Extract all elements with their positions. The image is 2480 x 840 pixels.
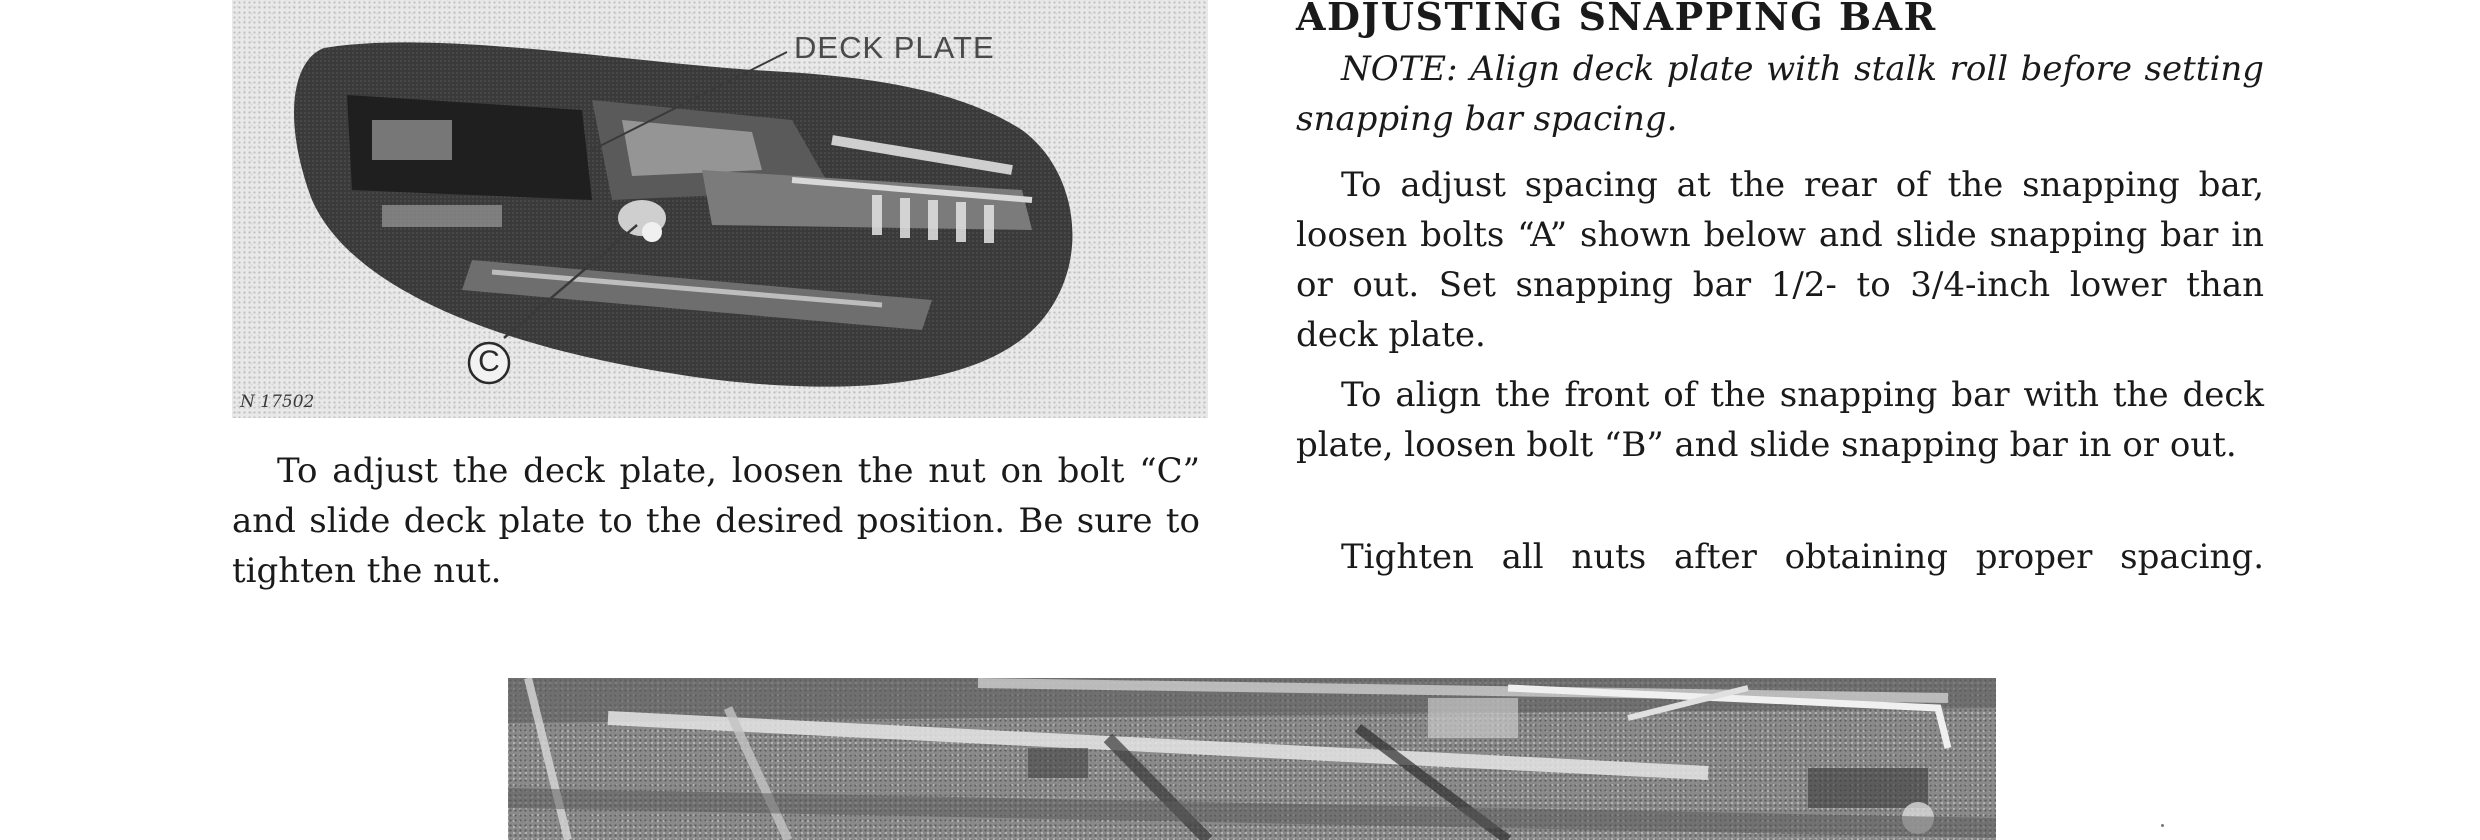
snapping-bar-photo — [508, 678, 1996, 840]
deck-plate-callout: DECK PLATE — [794, 30, 995, 65]
note-paragraph: NOTE: Align deck plate with stalk roll before setting snapping bar spacing. — [1296, 49, 2264, 139]
deck-plate-photo — [232, 0, 1208, 418]
section-heading: ADJUSTING SNAPPING BAR — [1296, 0, 1937, 39]
front-alignment-paragraph: To align the front of the snapping bar with the deck plate, loosen bolt “B” and slide snapping bar in or out. — [1296, 375, 2264, 465]
bolt-c-callout: C — [478, 345, 500, 378]
rear-spacing-paragraph: To adjust spacing at the rear of the snapping bar, loosen bolts “A” shown below and slide snapping bar in or out. Set snapping bar 1/2- to 3/4-inch lower than deck plate. — [1296, 165, 2264, 355]
snapping-bar-photo-drawing — [508, 678, 1996, 840]
deck-plate-instructions: To adjust the deck plate, loosen the nut on bolt “C” and slide deck plate to the desired position. Be sure to tighten the nut. — [232, 451, 1200, 591]
page-speck — [2161, 824, 2164, 827]
tighten-paragraph: Tighten all nuts after obtaining proper spacing. — [1341, 537, 2264, 577]
deck-plate-photo-drawing — [232, 0, 1208, 418]
photo-number: N 17502 — [240, 392, 315, 412]
